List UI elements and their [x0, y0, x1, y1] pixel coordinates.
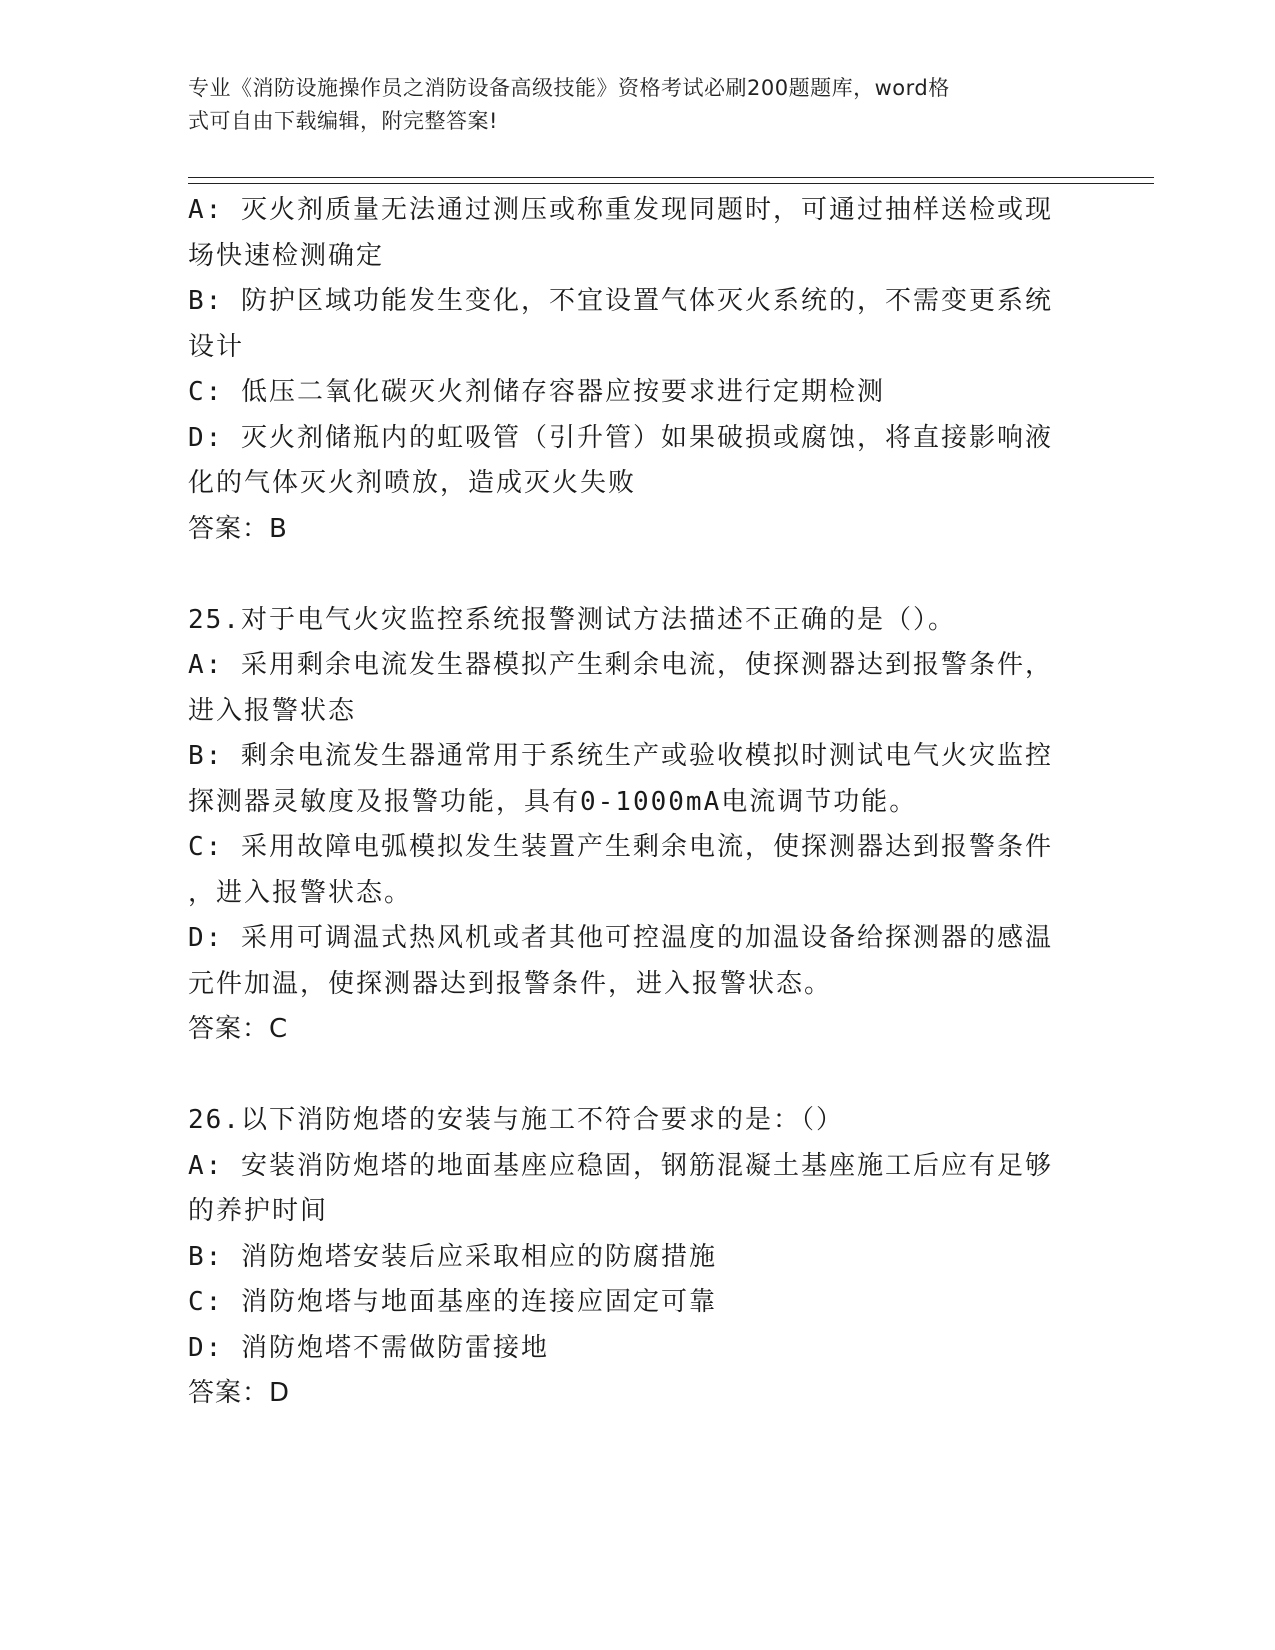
option-a-line-2: 场快速检测确定: [188, 240, 385, 271]
option-a-line-2: 进入报警状态: [188, 695, 357, 726]
option-c-line-2: ，进入报警状态。: [188, 877, 413, 908]
option-d-line-1: D: 灭火剂储瓶内的虹吸管（引升管）如果破损或腐蚀，将直接影响液: [188, 422, 1053, 453]
option-d-line-1: D: 采用可调温式热风机或者其他可控温度的加温设备给探测器的感温: [188, 923, 1053, 953]
header-line-1: 专业《消防设施操作员之消防设备高级技能》资格考试必刷200题题库，word格: [188, 76, 950, 100]
option-a-line-1: A: 灭火剂质量无法通过测压或称重发现同题时，可通过抽样送检或现: [188, 195, 1053, 225]
option-d-line-2: 元件加温，使探测器达到报警条件，进入报警状态。: [188, 968, 833, 999]
option-c-line-1: C: 采用故障电弧模拟发生装置产生剩余电流，使探测器达到报警条件: [188, 832, 1053, 862]
option-b-line-2: 设计: [188, 331, 245, 362]
question-26: [188, 1098, 1088, 1417]
option-d-line-1: D: 消防炮塔不需做防雷接地: [188, 1332, 549, 1363]
option-b-line-2: 探测器灵敏度及报警功能，具有0-1000mA电流调节功能。: [188, 786, 918, 817]
option-b-line-1: B: 消防炮塔安装后应采取相应的防腐措施: [188, 1241, 717, 1272]
option-b-line-1: B: 剩余电流发生器通常用于系统生产或验收模拟时测试电气火灾监控: [188, 741, 1053, 771]
document-body: [188, 188, 1088, 1417]
header-line-2: 式可自由下载编辑，附完整答案!: [188, 109, 498, 133]
option-d-line-2: 化的气体灭火剂喷放，造成灭火失败: [188, 468, 637, 498]
answer-line: 答案：C: [188, 1014, 289, 1044]
answer-line: 答案：D: [188, 1378, 291, 1408]
header-rule-top: [188, 177, 1154, 178]
answer-line: 答案：B: [188, 513, 288, 544]
document-header: [188, 72, 1068, 138]
option-a-line-2: 的养护时间: [188, 1196, 329, 1226]
option-b-line-1: B: 防护区域功能发生变化，不宜设置气体灭火系统的，不需变更系统: [188, 286, 1053, 316]
option-c-line-1: C: 低压二氧化碳灭火剂储存容器应按要求进行定期检测: [188, 377, 885, 407]
option-a-line-1: A: 采用剩余电流发生器模拟产生剩余电流，使探测器达到报警条件，: [188, 650, 1053, 680]
question-stem: 25.对于电气火灾监控系统报警测试方法描述不正确的是（）。: [188, 604, 956, 635]
header-rule-bottom: [188, 183, 1154, 184]
spacer: [188, 1053, 1088, 1099]
option-c-line-1: C: 消防炮塔与地面基座的连接应固定可靠: [188, 1287, 717, 1317]
spacer: [188, 552, 1088, 598]
question-24-options: [188, 188, 1088, 552]
question-stem: 26.以下消防炮塔的安装与施工不符合要求的是：（）: [188, 1105, 844, 1135]
question-25: [188, 598, 1088, 1053]
option-a-line-1: A: 安装消防炮塔的地面基座应稳固，钢筋混凝土基座施工后应有足够: [188, 1150, 1053, 1181]
